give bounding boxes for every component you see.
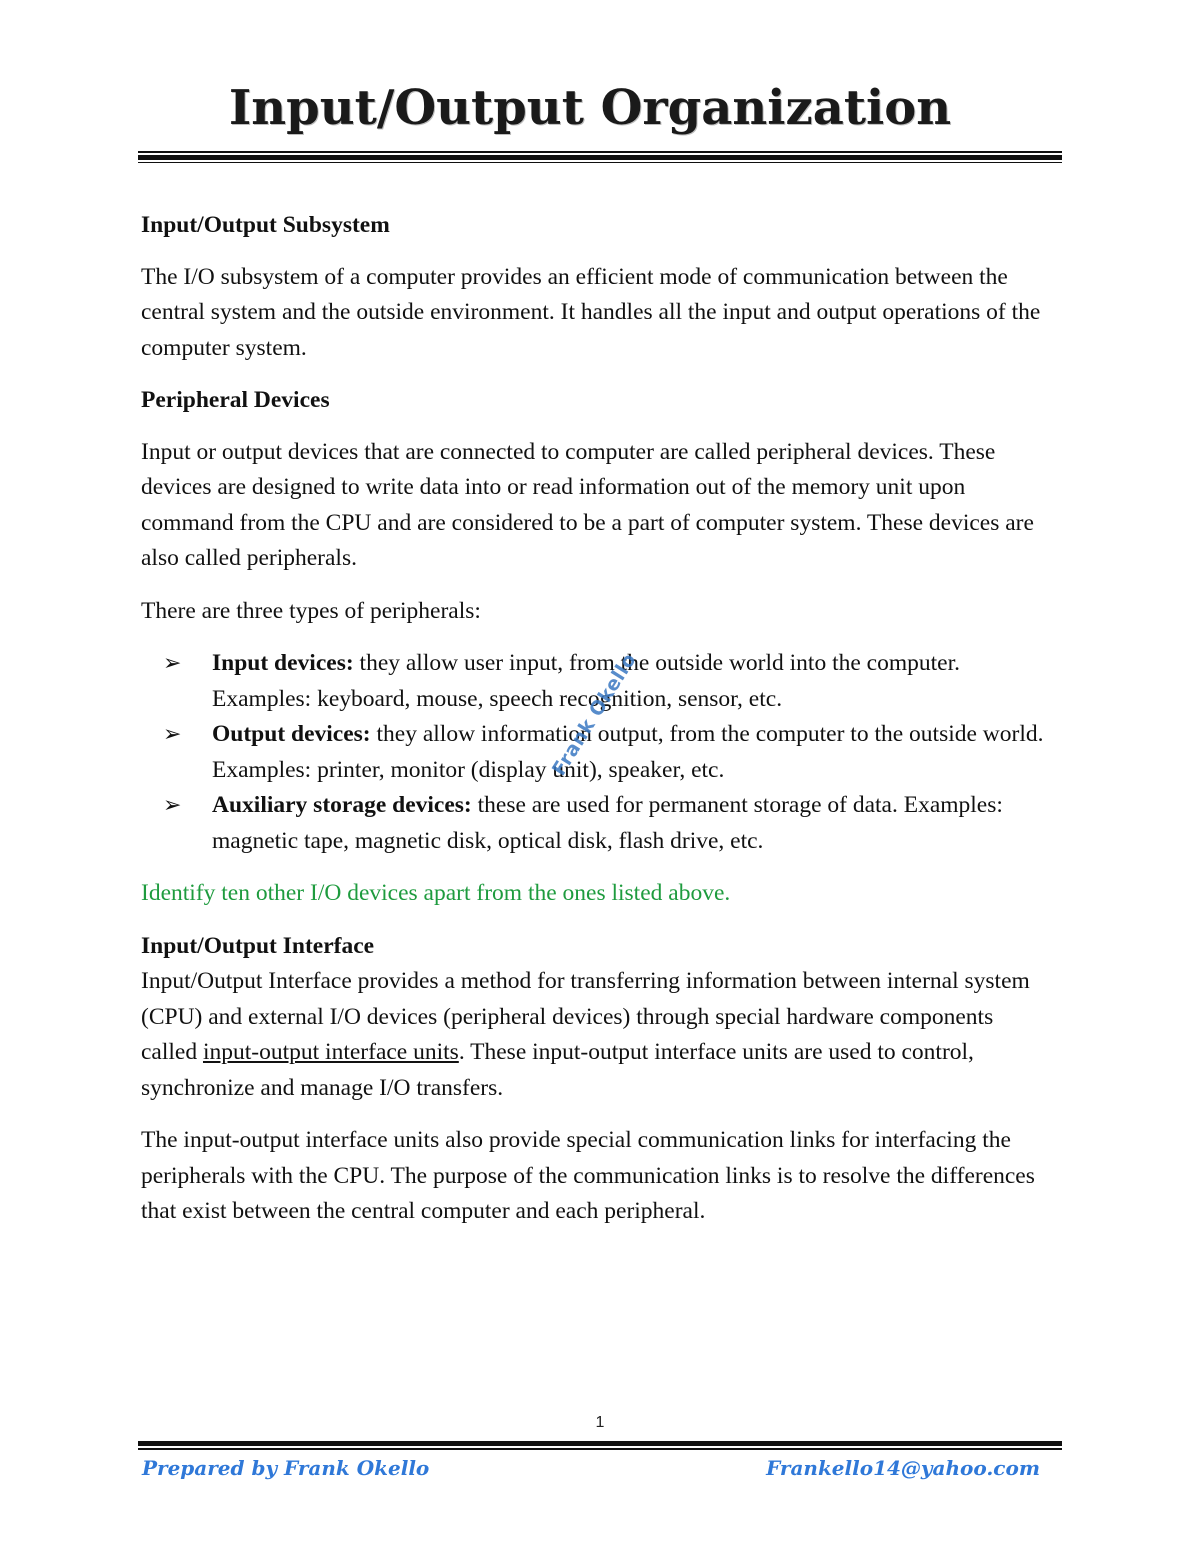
- footer-email: Frankello14@yahoo.com: [766, 1456, 1040, 1480]
- heading-io-subsystem: Input/Output Subsystem: [141, 212, 390, 238]
- list-item-term: Input devices:: [212, 650, 354, 676]
- page-number: 1: [595, 1414, 605, 1431]
- paragraph-io-interface: [141, 964, 1051, 1106]
- paragraph-peripheral-devices: Input or output devices that are connected to computer are called peripheral devices. These devices are designed to write data into or read information out of the memory unit upon command from the CPU and are considered to be a part of computer system. These devices are also called peripherals.: [141, 438, 1034, 571]
- arrow-bullet-icon: ➢: [163, 722, 182, 747]
- list-item: [141, 788, 1051, 859]
- list-item-text: they allow user input, from the outside world into the computer. Examples: keyboard, mouse, speech recognition, sensor, etc.: [212, 650, 960, 712]
- heading-peripheral-devices: Peripheral Devices: [141, 387, 330, 413]
- underlined-term: input-output interface units: [202, 1039, 459, 1065]
- paragraph-io-subsystem: The I/O subsystem of a computer provides an efficient mode of communication between the central system and the outside environment. It handles all the input and output operations of the computer system.: [141, 263, 1041, 361]
- list-item-text: these are used for permanent storage of data. Examples: magnetic tape, magnetic disk, optical disk, flash drive, etc.: [212, 792, 1003, 854]
- paragraph-io-interface-links: The input-output interface units also provide special communication links for interfacing the peripherals with the CPU. The purpose of the communication links is to resolve the differences that exist between the central computer and each peripheral.: [141, 1127, 1035, 1224]
- author-watermark: Frank Okello: [548, 649, 641, 780]
- exercise-prompt: Identify ten other I/O devices apart from the ones listed above.: [141, 880, 731, 906]
- page-title: Input/Output Organization: [228, 80, 952, 136]
- arrow-bullet-icon: ➢: [163, 651, 182, 676]
- list-item-term: Auxiliary storage devices:: [212, 792, 472, 818]
- list-item-term: Output devices:: [212, 721, 371, 747]
- list-item-text: they allow information output, from the computer to the outside world. Examples: printer, monitor (display unit), speaker, etc.: [212, 721, 1044, 783]
- footer-author: Prepared by Frank Okello: [142, 1456, 430, 1480]
- footer-divider: [138, 1441, 1062, 1451]
- title-divider: [138, 151, 1062, 163]
- heading-io-interface: Input/Output Interface: [141, 932, 375, 959]
- arrow-bullet-icon: ➢: [163, 793, 182, 818]
- paragraph-io-interface-part2: . These input-output interface units are used to control, synchronize and manage I/O transfers.: [141, 1039, 974, 1101]
- paragraph-types-intro: There are three types of peripherals:: [141, 597, 481, 624]
- paragraph-io-interface-part1: Input/Output Interface provides a method for transferring information between internal system (CPU) and external I/O devices (peripheral devices) through special hardware components called: [141, 968, 1030, 1065]
- peripheral-types-list: [141, 646, 1051, 859]
